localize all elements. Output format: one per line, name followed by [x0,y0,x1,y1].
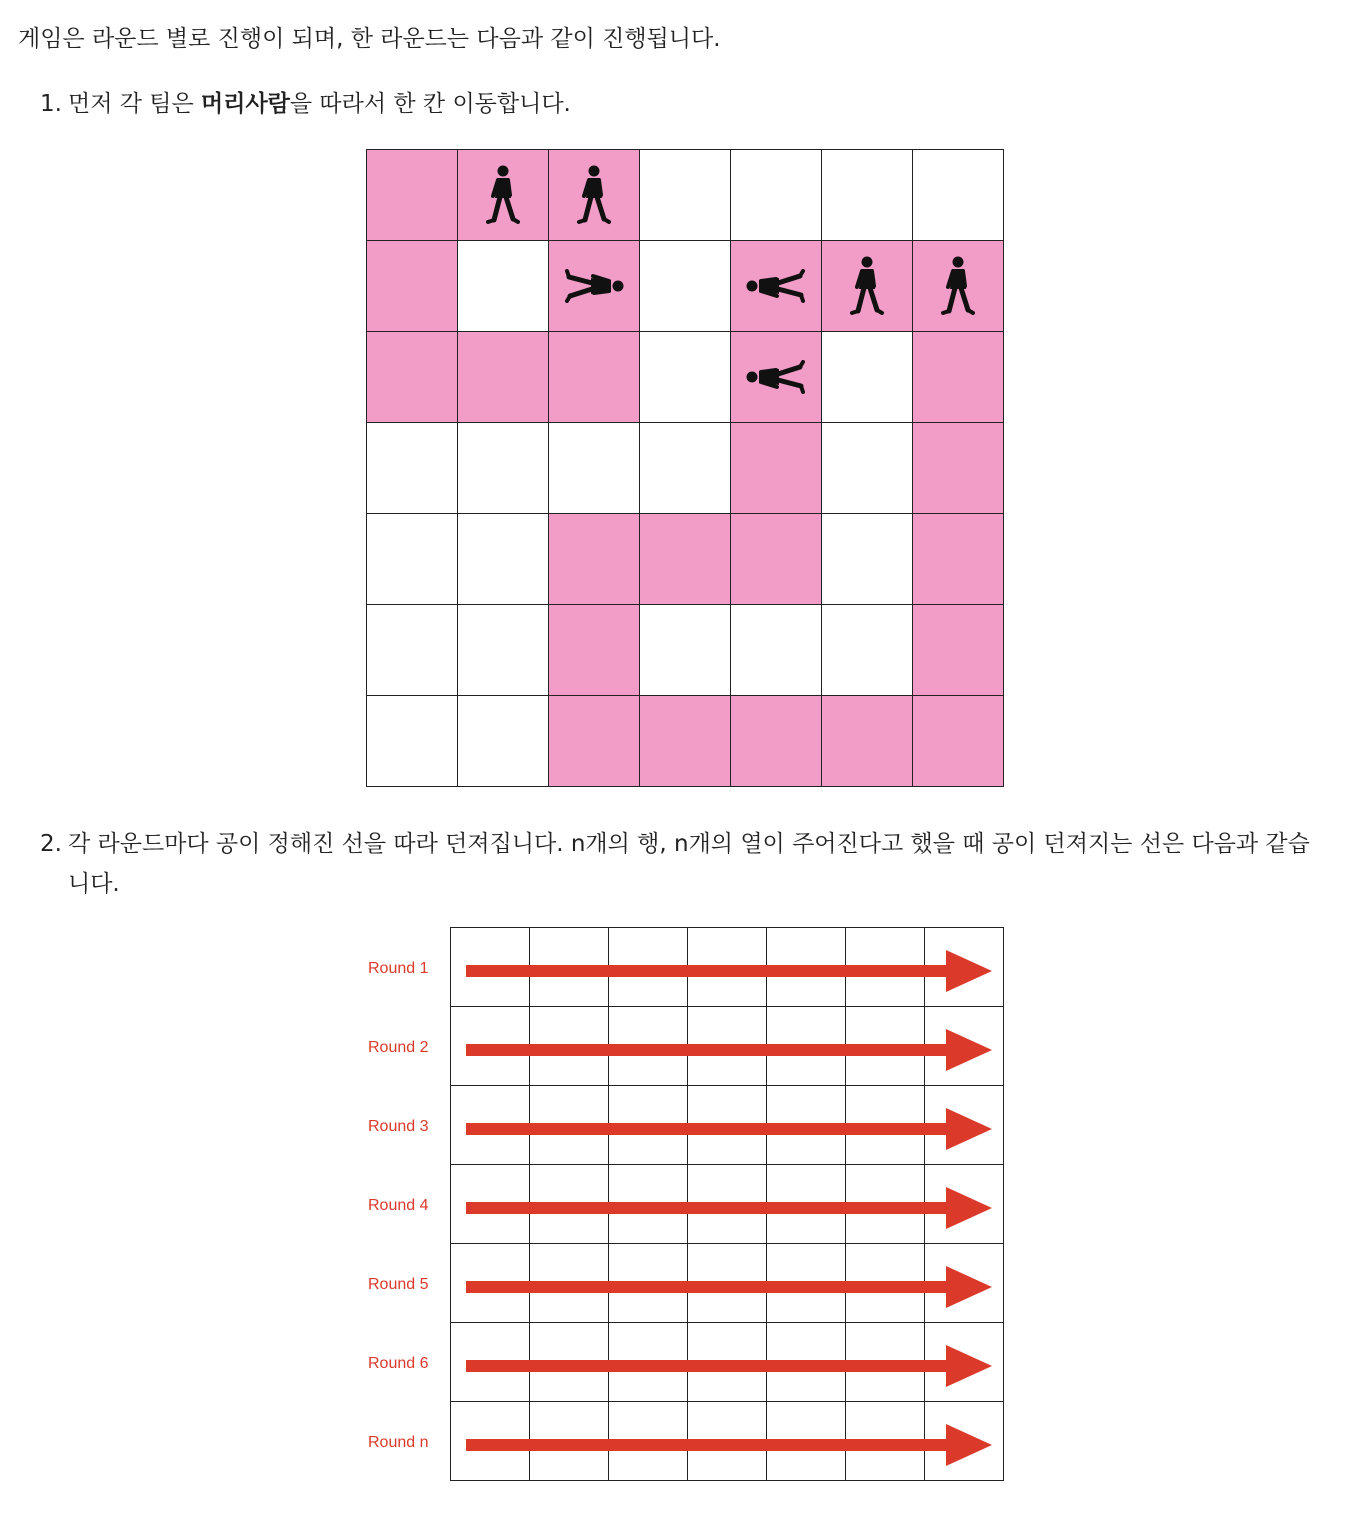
board-cell [640,150,731,241]
board-cell [549,696,640,787]
board-cell [731,423,822,514]
round-label: Round 5 [368,1276,429,1293]
board-cell [367,241,458,332]
board-cell [822,514,913,605]
board-cell [367,423,458,514]
step-2-number: 2. [40,831,62,857]
person-icon [743,253,809,319]
board-cell [731,332,822,423]
round-arrow [462,1027,998,1073]
round-arrow [462,1343,998,1389]
intro-paragraph: 게임은 라운드 별로 진행이 되며, 한 라운드는 다음과 같이 진행됩니다. [18,26,721,52]
board-cell [913,696,1004,787]
round-arrow [462,1422,998,1468]
board-grid [366,149,1004,787]
board-cell [913,423,1004,514]
step-1 [40,84,1330,124]
board-cell [549,423,640,514]
board-cell [549,605,640,696]
board-cell [640,332,731,423]
board-cell [549,150,640,241]
board-cell [367,696,458,787]
person-icon [470,162,536,228]
board-cell [822,332,913,423]
board-cell [913,332,1004,423]
board-cell [640,514,731,605]
round-label: Round 1 [368,960,429,977]
round-label: Round 3 [368,1118,429,1135]
board-cell [640,605,731,696]
step-1-bold-term: 머리사람 [201,91,290,117]
round-label: Round n [368,1434,429,1451]
board-cell [913,241,1004,332]
board-cell [458,696,549,787]
round-arrow [462,1106,998,1152]
round-arrow [462,948,998,994]
round-label: Round 2 [368,1039,429,1056]
round-label: Round 6 [368,1355,429,1372]
board-cell [822,696,913,787]
board-cell [367,605,458,696]
person-icon [743,344,809,410]
person-icon [834,253,900,319]
board-cell [458,423,549,514]
person-icon [561,162,627,228]
step-2-text: 각 라운드마다 공이 정해진 선을 따라 던져집니다. n개의 행, n개의 열이 주어진다고 했을 때 공이 던져지는 선은 다음과 같습니다. [68,831,1310,897]
board-cell [913,514,1004,605]
board-cell [731,241,822,332]
board-cell [822,150,913,241]
board-cell [731,696,822,787]
board-cell [640,696,731,787]
board-cell [549,332,640,423]
board-cell [458,241,549,332]
board-cell [367,332,458,423]
step-1-text-part: 먼저 각 팀은 [68,91,202,117]
step-1-text-part: 을 따라서 한 칸 이동합니다. [289,91,571,117]
board-cell [731,605,822,696]
board-cell [731,150,822,241]
board-cell [458,605,549,696]
board-cell [640,423,731,514]
board-cell [822,605,913,696]
step-1-number: 1. [40,91,62,117]
round-arrow [462,1264,998,1310]
board-cell [913,605,1004,696]
board-cell [458,332,549,423]
board-cell [913,150,1004,241]
step-1-text [68,84,1330,124]
board-cell [458,514,549,605]
board-cell [458,150,549,241]
step-2 [40,824,1330,904]
board-cell [822,423,913,514]
board-cell [549,241,640,332]
board-cell [367,514,458,605]
board-cell [640,241,731,332]
round-label: Round 4 [368,1197,429,1214]
person-icon [925,253,991,319]
round-arrow [462,1185,998,1231]
board-cell [549,514,640,605]
board-cell [822,241,913,332]
board-cell [367,150,458,241]
board-cell [731,514,822,605]
person-icon [561,253,627,319]
